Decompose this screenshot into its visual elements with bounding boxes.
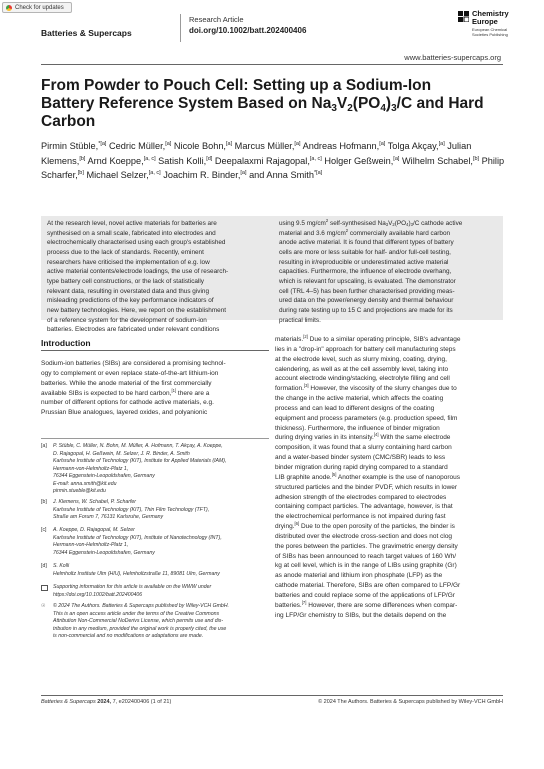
author[interactable]: [324, 156, 399, 166]
body-line: [275, 473, 504, 483]
body-line: [275, 601, 504, 611]
author-affiliation: [b]: [79, 155, 86, 162]
doi-link[interactable]: doi.org/10.1002/batt.202400406: [189, 26, 307, 35]
abstract-text: material and 3.6 mg/cm: [279, 229, 346, 237]
publisher-name-line1: Chemistry: [472, 9, 509, 18]
citation-ref[interactable]: [6]: [294, 521, 300, 527]
abstract-line: ured data on the power/energy density and thermal behaviour: [279, 297, 454, 305]
subscript: 3: [410, 222, 413, 227]
abstract-line: new battery technologies. Here, we report on the establishment: [47, 306, 227, 314]
crossmark-icon: [6, 5, 12, 11]
affiliation-line: D. Rajagopal, H. Geßwein, M. Selzer, J. R. Binder, A. Smith: [53, 450, 190, 457]
author[interactable]: [249, 170, 322, 180]
abstract-line: process due to the lack of standards. Recently, eminent: [47, 248, 204, 256]
author-affiliation: [a]: [438, 141, 445, 147]
body-line: lies in a "drop-in" approach for battery cell manufacturing steps: [275, 345, 456, 353]
supporting-line: Supporting information for this article is available on the WWW under: [53, 584, 212, 590]
abstract-text: using 9.5 mg/cm: [279, 220, 326, 227]
body-line: [275, 384, 504, 394]
journal-name: Batteries & Supercaps: [41, 28, 132, 38]
author-name: Michael Selzer,: [86, 170, 149, 181]
affiliation-line: Karlsruhe Institute of Technology (KIT), Institute for Applied Materials (IAM),: [53, 458, 227, 465]
author-name: Deepalaxmi Rajagopal,: [214, 155, 310, 166]
subscript: 3: [385, 222, 389, 227]
license-text: [53, 603, 269, 641]
body-line: at the electrode level, such as slurry mixing, coating, drying,: [275, 355, 447, 363]
body-line: Sodium-ion batteries (SIBs) are considered a promising technol-: [41, 360, 226, 367]
publisher-subtitle: [472, 27, 508, 37]
author[interactable]: [86, 170, 160, 180]
body-text: formation.: [275, 385, 304, 393]
affiliation-line: E-mail: anna.smith@kit.edu: [53, 480, 117, 487]
abstract-text: commercially available hard carbon: [348, 229, 451, 237]
body-line: [275, 335, 504, 345]
author-name: Marcus Müller,: [234, 141, 295, 151]
body-line: binder migration during rapid drying compared to a standard: [275, 463, 448, 471]
body-text: With the same electrode: [378, 434, 451, 442]
license-line: Attribution Non-Commercial NoDerivs License, which permits use and dis-: [53, 618, 224, 625]
title-line3: Carbon: [41, 113, 96, 130]
author[interactable]: [303, 141, 386, 151]
author-name: Joachim R. Binder,: [163, 170, 241, 181]
abstract-text: self-synthesised Na: [328, 220, 386, 227]
affiliation-line: Hermann-von-Helmholtz-Platz 1,: [53, 542, 129, 549]
body-line: cathode material. Therefore, SIBs are often compared to LFP/Gr: [275, 582, 461, 590]
affiliation-text: [53, 499, 269, 522]
title-subscript: 4: [380, 103, 386, 114]
author-name: Tolga Akçay,: [387, 141, 439, 151]
body-line: number of different options for cathode active materials, e.g.: [41, 399, 214, 407]
author[interactable]: [235, 141, 301, 151]
supporting-line: https://doi.org/10.1002/batt.202400406: [53, 591, 143, 598]
footer-journal: Batteries & Supercaps: [41, 699, 96, 705]
abstract-text: (PO: [394, 220, 407, 227]
abstract-lines-rest: [279, 238, 497, 325]
supporting-information[interactable]: [41, 584, 269, 599]
title-subscript: 3: [331, 103, 337, 114]
abstract-line: active material contents/electrode loadings, the use of research-: [47, 268, 229, 276]
affiliation-line: Helmholtz Institute Ulm (HIU), Helmholtzstraße 11, 89081 Ulm, Germany: [53, 570, 220, 577]
body-line: distributed over the electrode cross-section and does not clog: [275, 532, 453, 540]
author[interactable]: [174, 141, 232, 151]
body-line: [41, 389, 269, 399]
title-text: Battery Reference System Based on Na: [41, 95, 332, 112]
body-line: [275, 522, 504, 532]
section-heading-introduction: Introduction: [41, 338, 91, 348]
publisher-logo: [458, 10, 538, 42]
author-affiliation: [d]: [206, 155, 213, 162]
body-line: account electrode winding/stacking, electrolyte filling and cell: [275, 375, 450, 383]
publisher-subtitle-line1: European Chemical: [472, 27, 508, 32]
author-name: Holger Geßwein,: [324, 155, 394, 166]
author-affiliation: [a, c]: [148, 170, 161, 177]
body-line: composition, it was found that a slurry containing hard carbon: [275, 444, 452, 452]
publisher-name: [472, 10, 509, 26]
abstract-line: researchers have criticised the implementation of e.g. low: [47, 258, 210, 266]
abstract-line: At the research level, novel active materials for batteries are: [47, 220, 217, 227]
author[interactable]: [402, 156, 479, 166]
body-line: the electrochemical performance is not impaired during fast: [275, 513, 446, 521]
body-text: Due to a similar operating principle, SIB's advantage: [307, 336, 461, 343]
title-line1: From Powder to Pouch Cell: Setting up a Sodium-Ion: [41, 77, 432, 94]
abstract-line: practical limits.: [279, 316, 321, 324]
license-line: This is an open access article under the terms of the Creative Commons: [53, 610, 220, 617]
body-line: as anode material and lithium iron phosphate (LFP) as the: [275, 572, 443, 580]
body-line: calendering, as well as at the cell assembly level, taking into: [275, 365, 449, 373]
abstract-line: cells are more or less suitable for half- and/or full-cell testing,: [279, 248, 451, 256]
abstract-left-column: [47, 219, 257, 335]
body-text: during drying varies in its intensity.: [275, 434, 374, 442]
abstract-text: V: [388, 220, 393, 227]
author-name: Andreas Hofmann,: [302, 141, 380, 151]
author-name: and Anna Smith: [249, 170, 314, 181]
author-affiliation: [a]: [379, 141, 386, 147]
footer-page-info: 7, e202400406 (1 of 21): [112, 699, 172, 705]
abstract-box: [41, 216, 503, 334]
author-affiliation: [a, c]: [143, 155, 156, 162]
abstract-right-column: [279, 219, 497, 325]
abstract-line: capacities. Furthermore, the influence of electrode overhang,: [279, 268, 452, 276]
affiliation-d: [41, 563, 269, 578]
abstract-line: anode active material. It is found that different types of battery: [279, 239, 454, 247]
article-title: [41, 77, 511, 131]
affiliation-line: 76344 Eggenstein-Leopoldshafen, Germany: [53, 473, 155, 480]
abstract-line: relevant data, resulting in overstated data and thus giving: [47, 287, 210, 295]
author[interactable]: [87, 156, 155, 166]
body-text: Due to the open porosity of the particles, the binder is: [299, 523, 455, 531]
supporting-information-text: [53, 584, 269, 599]
abstract-line: type battery cell constructions, or the lack of statistically: [47, 277, 204, 285]
citation-ref[interactable]: [5]: [331, 471, 337, 477]
footer-rule: [41, 695, 503, 696]
author-name: Pirmin Stüble,: [41, 141, 99, 151]
author-affiliation: [b]: [77, 170, 84, 177]
body-text: materials.: [275, 336, 304, 343]
body-line: [275, 433, 504, 443]
title-text: /C and Hard: [396, 95, 484, 112]
abstract-line: misleading predictions of the key performance indicators of: [47, 297, 214, 305]
author-affiliation: *[a]: [98, 141, 107, 147]
affiliation-line: A. Koeppe, D. Rajagopal, M. Selzer: [53, 527, 135, 533]
author-affiliation: [a]: [165, 141, 172, 147]
title-text: V: [336, 95, 348, 112]
document-icon: [41, 585, 48, 591]
citation-ref[interactable]: [2]: [303, 334, 308, 339]
author-name: Julian Klemens,: [41, 141, 472, 166]
title-subscript: 2: [347, 103, 353, 114]
footer-copyright: © 2024 The Authors. Batteries & Supercaps published by Wiley-VCH GmbH: [318, 699, 503, 705]
author-name: Satish Kolli,: [158, 155, 207, 166]
chemistry-europe-logo-icon: [458, 11, 469, 22]
citation-ref[interactable]: [4]: [373, 432, 379, 438]
affiliation-line: Karlsruhe Institute of Technology (KIT), Institute of Nanotechnology (INT),: [53, 534, 222, 541]
title-subscript: 3: [391, 103, 397, 114]
body-line: adhesion strength of the electrodes compared to electrodes: [275, 493, 447, 501]
abstract-text: ): [408, 220, 411, 227]
affiliation-line: pirmin.stueble@kit.edu: [53, 488, 106, 495]
body-line: structured particles and the binder PVDF, which results in lower: [275, 483, 458, 491]
affiliation-line: P. Stüble, C. Müller, N. Bohn, M. Müller, A. Hofmann, T. Akçay, A. Koeppe,: [53, 443, 223, 449]
abstract-line: during rate testing up to 15 C and projections are made for its: [279, 306, 453, 314]
affiliation-c: [41, 527, 269, 557]
abstract-line: batteries. Electrodes are fabricated under relevant conditions: [47, 326, 220, 334]
title-text: ): [385, 95, 392, 112]
check-for-updates-label: Check for updates: [15, 4, 64, 11]
section-rule: [41, 350, 269, 351]
author-affiliation: *[a]: [313, 170, 323, 177]
body-text: drying.: [275, 523, 295, 531]
abstract-line: electrochemically characterised using each group's established: [47, 239, 226, 247]
footer-citation: [41, 699, 171, 705]
license-line: tribution in any medium, provided the original work is properly cited, the use: [53, 625, 227, 632]
body-line: containing compact particles. The advantage, however, is that: [275, 503, 453, 511]
body-line: equipment and process parameters (e.g. production speed, film: [275, 414, 458, 422]
author[interactable]: [388, 141, 445, 151]
affiliation-label: [a]: [41, 443, 47, 449]
abstract-line: synthesised on a small scale, fabricated into electrodes and: [47, 229, 216, 237]
affiliation-text: [53, 443, 269, 496]
affiliation-line: 76344 Eggenstein-Leopoldshafen, Germany: [53, 549, 155, 556]
superscript: 2: [345, 227, 349, 233]
intro-right-column: [275, 335, 504, 620]
abstract-line: [279, 219, 497, 229]
body-line: of SIBs has been announced to reach target values of 160 Wh/: [275, 552, 457, 560]
subscript: 4: [406, 222, 409, 227]
body-text: available SIBs is expected to be hard carbon,: [41, 389, 172, 397]
author-affiliation: [a]: [225, 141, 233, 147]
body-line: the change in the active material, which affects the coating: [275, 395, 444, 403]
subscript: 2: [392, 222, 395, 227]
affiliation-label: [b]: [41, 499, 47, 505]
author-name: Philip Scharfer,: [41, 155, 505, 181]
citation-ref[interactable]: [7]: [301, 599, 307, 605]
author-affiliation: [a, c]: [309, 155, 322, 162]
body-text: there are a: [176, 389, 210, 397]
body-line: ogy to complement or even replace state-of-the-art lithium-ion: [41, 369, 219, 377]
author[interactable]: [215, 156, 322, 166]
check-for-updates-button[interactable]: [2, 2, 72, 13]
author-affiliation: [a]: [294, 141, 301, 147]
abstract-line: cell (TRL 4–5) has been further characterised providing meas-: [279, 287, 455, 295]
body-text: batteries.: [275, 601, 302, 609]
license-statement: [41, 603, 269, 641]
author[interactable]: [41, 141, 106, 151]
body-line: ing LFP/Gr chemistry to SIBs, but the details depend on the: [275, 611, 447, 619]
body-line: and a water-based binder system (CMC/SBR) leads to less: [275, 454, 446, 462]
body-text: Another example is the use of nanoporous: [336, 473, 460, 481]
license-line: is non-commercial and no modifications or adaptations are made.: [53, 633, 204, 640]
author[interactable]: [109, 141, 171, 151]
affiliation-b: [41, 499, 269, 522]
open-access-icon: ☉: [41, 603, 46, 609]
affiliations-rule: [41, 438, 269, 439]
abstract-line: of a reference system for the development of sodium-ion: [47, 316, 207, 324]
intro-left-column: [41, 359, 269, 418]
journal-website-link[interactable]: www.batteries-supercaps.org: [404, 53, 501, 62]
header-divider: [180, 14, 181, 42]
author[interactable]: [163, 170, 246, 180]
citation-ref[interactable]: [3]: [303, 383, 309, 389]
affiliation-label: [c]: [41, 527, 47, 533]
superscript: 2: [325, 218, 329, 223]
affiliation-label: [d]: [41, 563, 47, 569]
author-name: Cedric Müller,: [109, 141, 166, 151]
body-text: However, there are some differences when compar-: [306, 601, 458, 609]
author-affiliation: [a]: [393, 155, 400, 162]
author-affiliation: [b]: [472, 155, 480, 162]
body-line: thickness). Furthermore, the influence of binder migration: [275, 424, 440, 432]
abstract-line: [279, 229, 497, 239]
affiliation-line: Straße am Forum 7, 76131 Karlsruhe, Germany: [53, 514, 164, 521]
body-line: Prussian Blue analogues, layered oxides, and polyanionic: [41, 409, 208, 417]
affiliation-line: Hermann-von-Helmholtz-Platz 1,: [53, 465, 129, 472]
affiliation-line: S. Kolli: [53, 563, 70, 569]
author[interactable]: [158, 156, 212, 166]
abstract-text: /C cathode active: [412, 220, 463, 227]
article-type: Research Article: [189, 15, 244, 24]
license-line: © 2024 The Authors. Batteries & Supercaps published by Wiley-VCH GmbH.: [53, 603, 230, 609]
body-line: batteries. While the anode material of the first commercially: [41, 379, 212, 387]
publisher-name-line2: Europe: [472, 17, 498, 26]
body-line: batteries and could replace some of the applications of LFP/Gr: [275, 591, 455, 599]
body-line: kg at cell level, which is in the range of LIBs using graphite (Gr): [275, 562, 457, 570]
author-list: [41, 139, 511, 183]
author-affiliation: [a]: [240, 170, 247, 177]
footer-year: 2024,: [97, 699, 112, 705]
author-name: Wilhelm Schabel,: [401, 155, 473, 166]
body-line: the pores between the particles. The gravimetric energy density: [275, 542, 458, 550]
title-text: (PO: [352, 95, 381, 112]
abstract-line: which is relevant for upscaling, is evaluated. The demonstrator: [279, 277, 456, 285]
affiliation-text: [53, 563, 269, 578]
author-name: Arnd Koeppe,: [87, 155, 144, 166]
citation-ref[interactable]: [1]: [171, 387, 177, 393]
publisher-subtitle-line2: Societies Publishing: [472, 32, 508, 37]
affiliation-a: [41, 443, 269, 496]
body-text: However, the viscosity of the slurry changes due to: [308, 385, 457, 393]
body-line: process and can lead to different designs of the coating: [275, 404, 435, 412]
affiliation-line: J. Klemens, W. Schabel, P. Scharfer: [53, 499, 137, 505]
header-rule: [41, 64, 503, 65]
affiliation-text: [53, 527, 269, 557]
body-text: LIB graphite anode.: [275, 473, 332, 481]
affiliation-line: Karlsruhe Institute of Technology (KIT), Thin Film Technology (TFT),: [53, 506, 210, 513]
author-name: Nicole Bohn,: [173, 141, 226, 151]
abstract-line: resulting in ir/reproducible or underestimated active material: [279, 258, 449, 266]
